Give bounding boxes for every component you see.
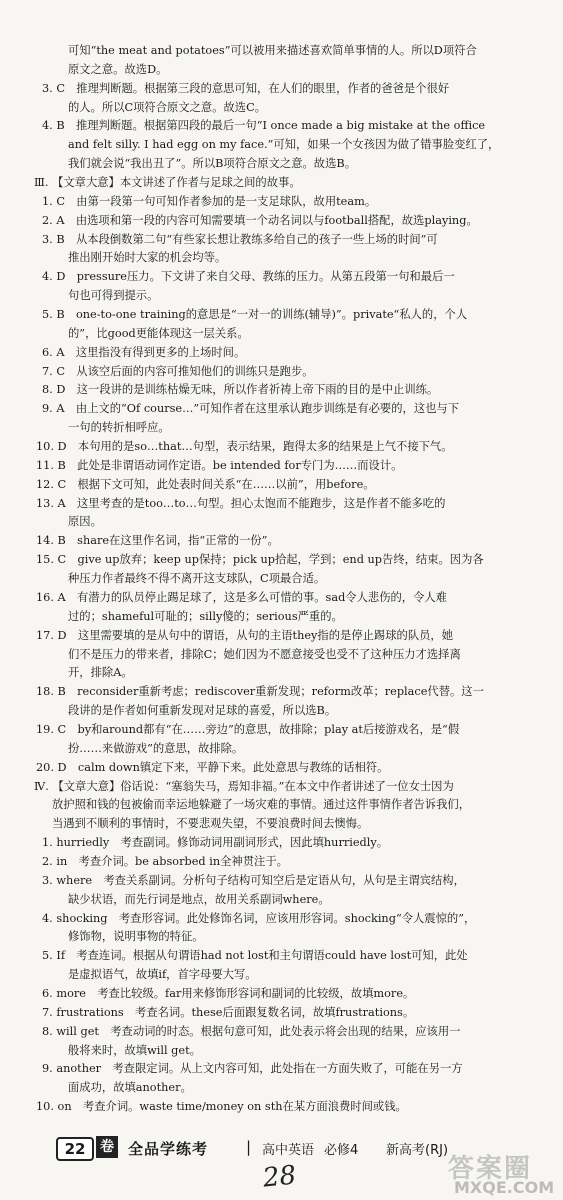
text-line: 9. another 考查限定词。从上文内容可知，此处指在一方面失败了，可能在另一方 bbox=[42, 1062, 463, 1075]
edition-label: 新高考(RJ) bbox=[386, 1143, 449, 1158]
answer-text-body bbox=[0, 44, 563, 1119]
text-line: 段讲的是作者如何重新发现对足球的喜爱，所以选B。 bbox=[68, 704, 337, 717]
text-line: 8. will get 考查动词的时态。根据句意可知，此处表示将会出现的结果，应该用一 bbox=[42, 1025, 461, 1038]
module-label: 必修4 bbox=[324, 1143, 359, 1158]
text-line: 2. in 考查介词。be absorbed in全神贯注于。 bbox=[42, 855, 288, 868]
juan-badge: 卷 bbox=[96, 1136, 118, 1158]
text-line: 5. If 考查连词。根据从句谓语had not lost和主句谓语could have lost可知，此处 bbox=[42, 949, 468, 962]
text-line: and felt silly. I had egg on my face.”可知，如果一个女孩因为做了错事脸变红了， bbox=[68, 138, 500, 151]
text-line: 可知“the meat and potatoes”可以被用来描述喜欢简单事情的人。所以D项符合 bbox=[68, 44, 477, 57]
watermark-logo-text: 答案圈 bbox=[448, 1154, 533, 1184]
text-line: 们不是压力的带来者，排除C；她们因为不愿意接受也受不了这种压力才选择离 bbox=[68, 648, 461, 661]
text-line: 是虚拟语气，故填if，首字母要大写。 bbox=[68, 968, 257, 981]
text-line: 14. B share在这里作名词，指“正常的一份”。 bbox=[36, 534, 279, 547]
text-line: 一句的转折相呼应。 bbox=[68, 421, 170, 434]
text-line: 原文之意。故选D。 bbox=[68, 63, 168, 76]
text-line: 7. frustrations 考查名词。these后面跟复数名词，故填frustrations。 bbox=[42, 1006, 415, 1019]
text-line: 原因。 bbox=[68, 515, 102, 528]
text-line: 11. B 此处是非谓语动词作定语。be intended for专门为……而设计。 bbox=[36, 459, 403, 472]
text-line: 我们就会说“我出丑了”。所以B项符合原文之意。故选B。 bbox=[68, 157, 356, 170]
text-line: 5. B one-to-one training的意思是“一对一的训练(辅导)”。private“私人的，个人 bbox=[42, 308, 468, 321]
text-line: 2. A 由选项和第一段的内容可知需要填一个动名词以与football搭配，故选playing。 bbox=[42, 214, 478, 227]
text-line: 当遇到不顺利的事情时，不要悲观失望，不要浪费时间去懊悔。 bbox=[52, 817, 369, 830]
text-line: 种压力作者最终不得不离开这支球队，C项最合适。 bbox=[68, 572, 326, 585]
text-line: 20. D calm down镇定下来，平静下来。此处意思与教练的话相符。 bbox=[36, 761, 389, 774]
watermark-url: MXQE.COM bbox=[454, 1178, 555, 1197]
text-line: 13. A 这里考查的是too…to…句型。担心太饱而不能跑步，这是作者不能多吃的 bbox=[36, 497, 446, 510]
text-line: 的”，比good更能体现这一层关系。 bbox=[68, 327, 249, 340]
text-line: 16. A 有潜力的队员停止踢足球了，这是多么可惜的事。sad令人悲伤的，令人难 bbox=[36, 591, 447, 604]
text-line: 12. C 根据下文可知，此处表时间关系“在……以前”，用before。 bbox=[36, 478, 375, 491]
text-line: 般将来时，故填will get。 bbox=[68, 1044, 201, 1057]
text-line: 3. where 考查关系副词。分析句子结构可知空后是定语从句，从句是主谓宾结构， bbox=[42, 874, 465, 887]
text-line: 1. hurriedly 考查副词。修饰动词用副词形式，因此填hurriedly。 bbox=[42, 836, 389, 849]
text-line: 的人。所以C项符合原文之意。故选C。 bbox=[68, 101, 267, 114]
text-line: 6. more 考查比较级。far用来修饰形容词和副词的比较级，故填more。 bbox=[42, 987, 415, 1000]
text-line: 面成功，故填another。 bbox=[68, 1081, 192, 1094]
subject-label: 高中英语 bbox=[262, 1143, 315, 1158]
text-line: 推出刚开始时大家的机会均等。 bbox=[68, 251, 227, 264]
page-number: 22 bbox=[56, 1137, 94, 1161]
text-line: 15. C give up放弃；keep up保持；pick up拾起，学到；end up告终，结束。因为各 bbox=[36, 553, 484, 566]
text-line: 过的；shameful可耻的；silly傻的；serious严重的。 bbox=[68, 610, 343, 623]
text-line: 1. C 由第一段第一句可知作者参加的是一支足球队，故用team。 bbox=[42, 195, 377, 208]
text-line: 17. D 这里需要填的是从句中的谓语，从句的主语they指的是停止踢球的队员，她 bbox=[36, 629, 454, 642]
site-watermark bbox=[440, 1148, 560, 1200]
text-line: 开，排除A。 bbox=[68, 666, 133, 679]
text-line: 18. B reconsider重新考虑；rediscover重新发现；reform改革；replace代替。这一 bbox=[36, 685, 484, 698]
text-line: Ⅳ. 【文章大意】俗话说：“塞翁失马，焉知非福。”在本文中作者讲述了一位女士因为 bbox=[34, 780, 454, 793]
text-line: 修饰物，说明事物的特征。 bbox=[68, 930, 204, 943]
text-line: 10. D 本句用的是so…that…句型，表示结果，跑得太多的结果是上气不接下气。 bbox=[36, 440, 453, 453]
text-line: 19. C by和around都有“在……旁边”的意思，故排除；play at后接游戏名，是“假 bbox=[36, 723, 460, 736]
text-line: Ⅲ. 【文章大意】本文讲述了作者与足球之间的故事。 bbox=[34, 176, 301, 189]
text-line: 句也可得到提示。 bbox=[68, 289, 159, 302]
text-line: 4. shocking 考查形容词。此处修饰名词，应该用形容词。shocking“令人震惊的”， bbox=[42, 912, 476, 925]
text-line: 扮……来做游戏”的意思，故排除。 bbox=[68, 742, 244, 755]
text-line: 8. D 这一段讲的是训练枯燥无味，所以作者祈祷上帝下雨的目的是中止训练。 bbox=[42, 383, 439, 396]
text-line: 3. B 从本段倒数第二句“有些家长想让教练多给自己的孩子一些上场的时间”可 bbox=[42, 233, 438, 246]
text-line: 6. A 这里指没有得到更多的上场时间。 bbox=[42, 346, 246, 359]
footer-separator: | bbox=[246, 1138, 252, 1156]
text-line: 4. B 推理判断题。根据第四段的最后一句“I once made a big mistake at the office bbox=[42, 119, 486, 132]
handwritten-page-note: 28 bbox=[261, 1160, 298, 1194]
text-line: 4. D pressure压力。下文讲了来自父母、教练的压力。从第五段第一句和最后一 bbox=[42, 270, 455, 283]
text-line: 7. C 从该空后面的内容可推知他们的训练只是跑步。 bbox=[42, 365, 314, 378]
text-line: 9. A 由上文的“Of course…”可知作者在这里承认跑步训练是有必要的，这也与下 bbox=[42, 402, 460, 415]
text-line: 缺少状语，而先行词是地点，故用关系副词where。 bbox=[68, 893, 330, 906]
book-title: 全品学练考 bbox=[128, 1140, 209, 1158]
text-line: 10. on 考查介词。waste time/money on sth在某方面浪费时间或钱。 bbox=[36, 1100, 407, 1113]
text-line: 放护照和钱的包被偷而幸运地躲避了一场灾难的事情。通过这件事情作者告诉我们， bbox=[52, 798, 470, 811]
text-line: 3. C 推理判断题。根据第三段的意思可知，在人们的眼里，作者的爸爸是个很好 bbox=[42, 82, 450, 95]
